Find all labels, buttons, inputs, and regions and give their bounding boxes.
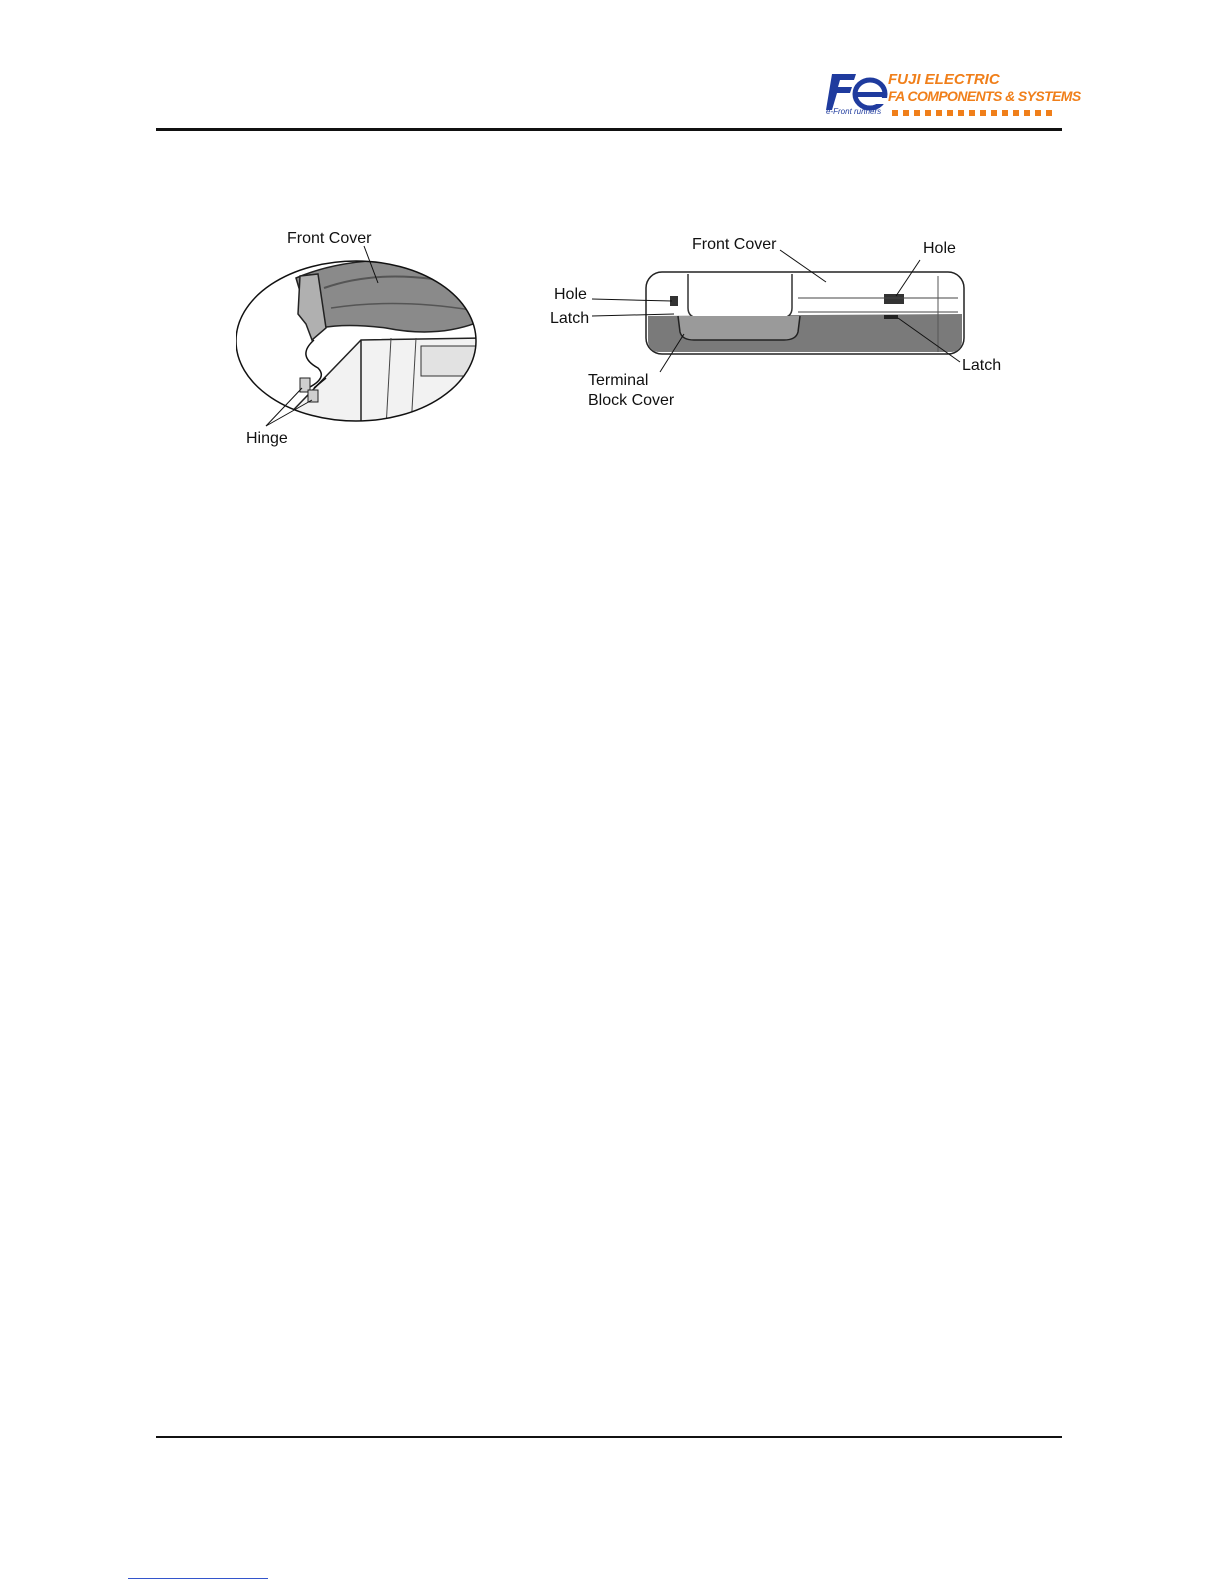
hinge-illustration <box>236 228 486 450</box>
terminal-block-cover-label-line1: Terminal <box>588 372 649 389</box>
latch-label-right: Latch <box>962 357 1002 374</box>
front-cover-label-right: Front Cover <box>692 236 777 253</box>
footer-rule <box>156 1436 1062 1438</box>
terminal-block-cover-label-line2: Block Cover <box>588 392 675 409</box>
figure-front-cover-latch <box>548 236 1010 416</box>
logo-line-1: FUJI ELECTRIC <box>888 71 1000 88</box>
hole-label-right: Hole <box>923 240 956 257</box>
logo-tagline: e-Front runners <box>826 107 882 116</box>
header-rule <box>156 128 1062 131</box>
logo-line-2: FA COMPONENTS & SYSTEMS <box>888 88 1081 104</box>
brand-logo <box>826 66 1081 122</box>
hole-label-left: Hole <box>554 286 587 303</box>
figure-front-cover-hinge <box>236 228 486 450</box>
latch-label-left: Latch <box>550 310 590 327</box>
front-cover-label: Front Cover <box>287 230 372 247</box>
hinge-label: Hinge <box>246 430 288 447</box>
footer-link-underline <box>128 1578 268 1579</box>
logo-dots-decoration <box>892 108 1058 118</box>
